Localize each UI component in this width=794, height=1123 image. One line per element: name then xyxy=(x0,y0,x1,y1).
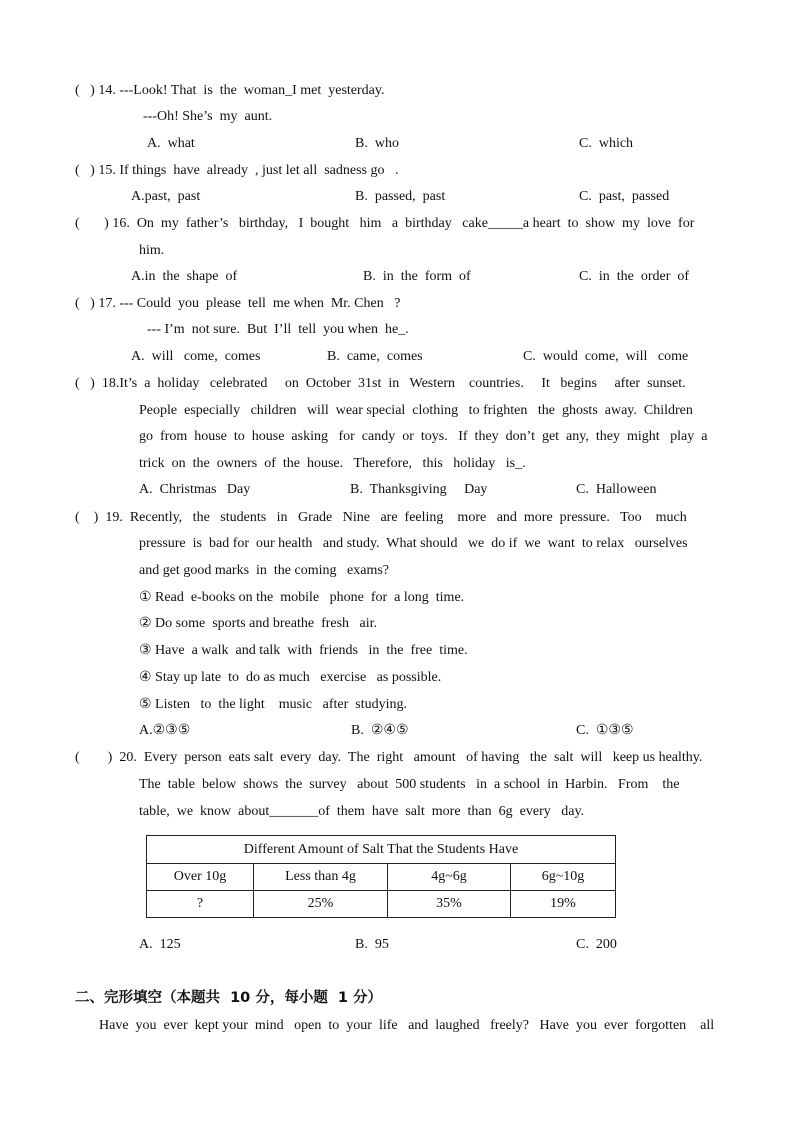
table-cell: 25% xyxy=(254,891,388,918)
question-18-option-b: B. Thanksgiving Day xyxy=(350,482,488,497)
question-20-option-c: C. 200 xyxy=(576,937,617,952)
question-19-item-3: ③ Have a walk and talk with friends in the free time. xyxy=(139,643,468,658)
question-20-line-2: The table below shows the survey about 500 students in a school in Harbin. From the xyxy=(139,777,680,792)
question-20-option-a: A. 125 xyxy=(139,937,181,952)
question-18-line-1: ( ) 18.It’s a holiday celebrated on October 31st in Western countries. It begins after sunset. xyxy=(75,376,686,391)
question-19-option-a: A.②③⑤ xyxy=(139,723,191,738)
question-14-reply: ---Oh! She’s my aunt. xyxy=(143,109,273,124)
question-18-option-c: C. Halloween xyxy=(576,482,657,497)
question-19-line-1: ( ) 19. Recently, the students in Grade Nine are feeling more and more pressure. Too much xyxy=(75,510,687,525)
question-18-line-3: go from house to house asking for candy or toys. If they don’t get any, they might play a xyxy=(139,429,708,444)
table-header-cell: Less than 4g xyxy=(254,864,388,891)
question-19-item-2: ② Do some sports and breathe fresh air. xyxy=(139,616,378,631)
question-17-option-a: A. will come, comes xyxy=(131,349,261,364)
section-2-title: 二、完形填空（本题共 10 分，每小题 1 分） xyxy=(75,990,383,1006)
question-20-option-b: B. 95 xyxy=(355,937,389,952)
salt-survey-table xyxy=(146,835,616,918)
question-16-option-a: A.in the shape of xyxy=(131,269,238,284)
question-19-option-c: C. ①③⑤ xyxy=(576,723,634,738)
question-17-stem: ( ) 17. --- Could you please tell me when Mr. Chen ? xyxy=(75,296,401,311)
question-14-option-b: B. who xyxy=(355,136,399,151)
question-15-stem: ( ) 15. If things have already , just let all sadness go . xyxy=(75,163,399,178)
question-14-stem: ( ) 14. ---Look! That is the woman_I met yesterday. xyxy=(75,83,385,98)
question-19-line-2: pressure is bad for our health and study. What should we do if we want to relax ourselves xyxy=(139,536,688,551)
question-17-reply: --- I’m not sure. But I’ll tell you when he_. xyxy=(147,322,409,337)
question-20-line-1: ( ) 20. Every person eats salt every day. The right amount of having the salt will keep us healthy. xyxy=(75,750,703,765)
section-2-passage-line-1: Have you ever kept your mind open to your life and laughed freely? Have you ever forgotten all xyxy=(99,1018,715,1033)
table-header-row xyxy=(147,864,616,891)
table-header-cell: 4g~6g xyxy=(388,864,511,891)
question-19-line-3: and get good marks in the coming exams? xyxy=(139,563,389,578)
table-header-cell: Over 10g xyxy=(147,864,254,891)
question-17-option-b: B. came, comes xyxy=(327,349,423,364)
table-cell: 35% xyxy=(388,891,511,918)
question-16-option-b: B. in the form of xyxy=(363,269,471,284)
question-16-stem-cont: him. xyxy=(139,243,165,258)
question-15-option-c: C. past, passed xyxy=(579,189,670,204)
table-header-cell: 6g~10g xyxy=(511,864,616,891)
table-caption: Different Amount of Salt That the Students Have xyxy=(147,836,616,864)
question-18-line-4: trick on the owners of the house. Therefore, this holiday is_. xyxy=(139,456,526,471)
question-19-item-4: ④ Stay up late to do as much exercise as possible. xyxy=(139,670,442,685)
question-19-item-5: ⑤ Listen to the light music after studying. xyxy=(139,697,408,712)
question-15-option-a: A.past, past xyxy=(131,189,201,204)
table-cell: 19% xyxy=(511,891,616,918)
table-cell: ? xyxy=(147,891,254,918)
question-14-option-c: C. which xyxy=(579,136,634,151)
question-20-line-3: table, we know about_______of them have salt more than 6g every day. xyxy=(139,804,585,819)
question-18-line-2: People especially children will wear special clothing to frighten the ghosts away. Children xyxy=(139,403,693,418)
question-17-option-c: C. would come, will come xyxy=(523,349,689,364)
question-19-item-1: ① Read e-books on the mobile phone for a long time. xyxy=(139,590,465,605)
table-row xyxy=(147,891,616,918)
question-14-option-a: A. what xyxy=(147,136,195,151)
question-15-option-b: B. passed, past xyxy=(355,189,446,204)
question-18-option-a: A. Christmas Day xyxy=(139,482,251,497)
question-16-option-c: C. in the order of xyxy=(579,269,690,284)
question-19-option-b: B. ②④⑤ xyxy=(351,723,409,738)
question-16-stem: ( ) 16. On my father’s birthday, I bought him a birthday cake_____a heart to show my love for xyxy=(75,216,695,231)
